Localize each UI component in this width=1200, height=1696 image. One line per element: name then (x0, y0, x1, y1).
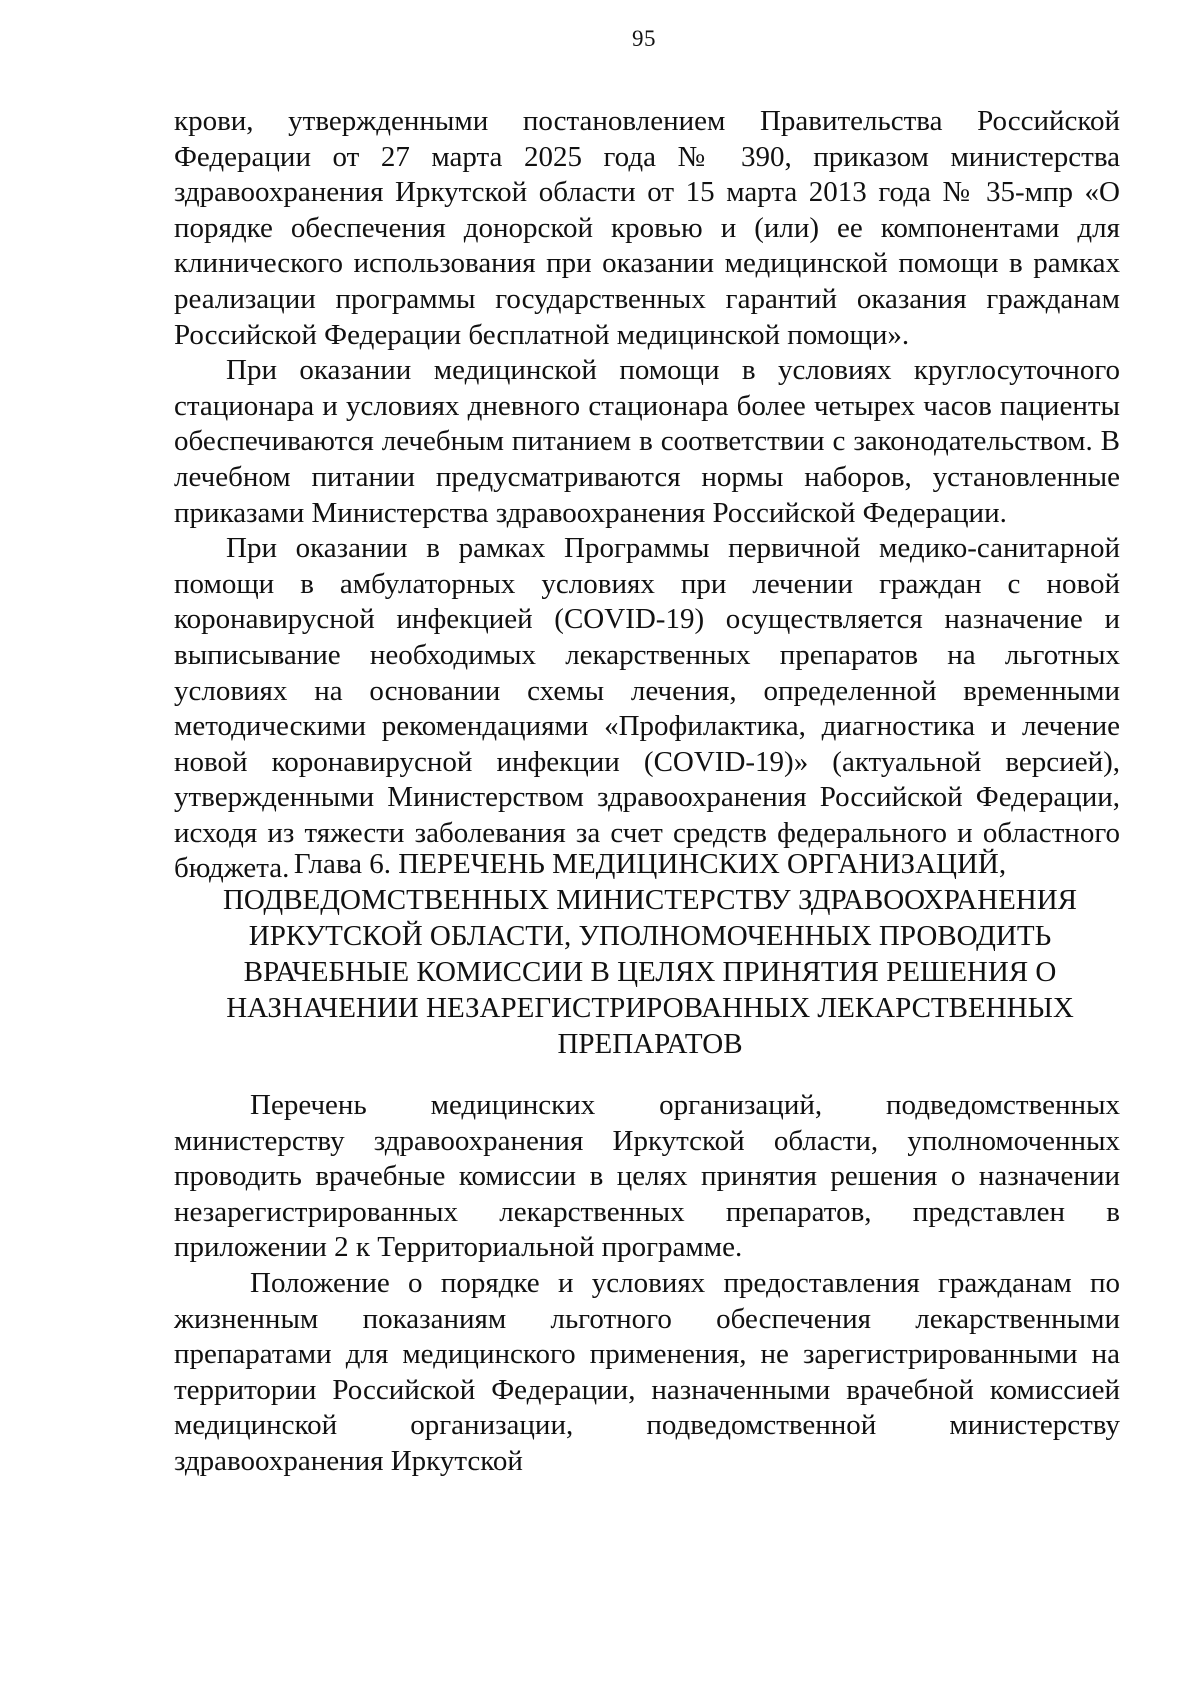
page-number: 95 (632, 26, 656, 51)
paragraph: Перечень медицинских организаций, подведомственных министерству здравоохранения Иркутской области, уполномоченных проводить врачебные комиссии в целях принятия решения о назначении незарегистрированных лекарственных препаратов, представлен в приложении 2 к Территориальной программе. (174, 1089, 1120, 1264)
paragraph: Положение о порядке и условиях предоставления гражданам по жизненным показаниям льготного обеспечения лекарственными препаратами для медицинского применения, не зарегистрированными на территории Российской Федерации, назначенными врачебной комиссией медицинской организации, подведомственной министерству здравоохранения Иркутской (174, 1266, 1120, 1477)
paragraph: При оказании в рамках Программы первичной медико-санитарной помощи в амбулаторных условиях при лечении граждан с новой коронавирусной инфекцией (COVID-19) осуществляется назначение и выписывание необходимых лекарственных препаратов на льготных условиях на основании схемы лечения, определенной временными методическими рекомендациями «Профилактика, диагностика и лечение новой коронавирусной инфекции (COVID-19)» (актуальной версией), утвержденными Министерством здравоохранения Российской Федерации, исходя из тяжести заболевания за счет средств федерального и областного бюджета. (174, 532, 1120, 885)
paragraph: При оказании медицинской помощи в условиях круглосуточного стационара и условиях дневного стационара более четырех часов пациенты обеспечиваются лечебным питанием в соответствии с законодательством. В лечебном питании предусматриваются нормы наборов, установленные приказами Министерства здравоохранения Российской Федерации. (174, 354, 1120, 529)
body-text-bottom (174, 1088, 1120, 1480)
chapter-heading-line: НАЗНАЧЕНИИ НЕЗАРЕГИСТРИРОВАННЫХ ЛЕКАРСТВЕННЫХ (226, 992, 1074, 1024)
chapter-heading-line: ВРАЧЕБНЫЕ КОМИССИИ В ЦЕЛЯХ ПРИНЯТИЯ РЕШЕНИЯ О (243, 956, 1057, 988)
chapter-heading-line: ИРКУТСКОЙ ОБЛАСТИ, УПОЛНОМОЧЕННЫХ ПРОВОДИТЬ (248, 920, 1052, 952)
chapter-heading (150, 846, 1150, 1062)
chapter-heading-line: Глава 6. ПЕРЕЧЕНЬ МЕДИЦИНСКИХ ОРГАНИЗАЦИЙ, (293, 848, 1007, 880)
body-text-top (174, 104, 1120, 887)
chapter-heading-line: ПОДВЕДОМСТВЕННЫХ МИНИСТЕРСТВУ ЗДРАВООХРАНЕНИЯ (222, 884, 1078, 916)
chapter-heading-line: ПРЕПАРАТОВ (557, 1028, 743, 1060)
paragraph: крови, утвержденными постановлением Правительства Российской Федерации от 27 марта 2025 года № 390, приказом министерства здравоохранения Иркутской области от 15 марта 2013 года № 35-мпр «О порядке обеспечения донорской кровью и (или) ее компонентами для клинического использования при оказании медицинской помощи в рамках реализации программы государственных гарантий оказания гражданам Российской Федерации бесплатной медицинской помощи». (174, 105, 1120, 351)
